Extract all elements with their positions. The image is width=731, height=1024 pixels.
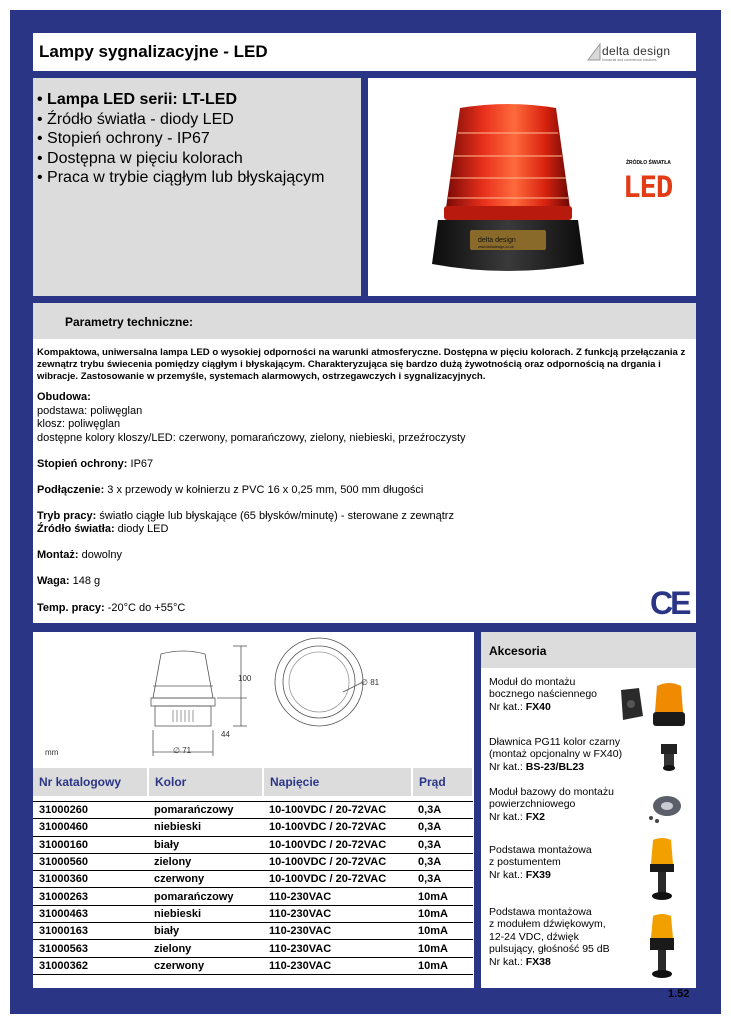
col-catalog-number: Nr katalogowy bbox=[33, 768, 148, 796]
footer-phone: tel.: 71 794 57 19 bbox=[66, 992, 161, 1006]
dimension-drawing bbox=[33, 632, 474, 766]
cell-voltage: 10-100VDC / 20-72VAC bbox=[263, 802, 412, 819]
cell-voltage: 110-230VAC bbox=[263, 888, 412, 905]
cell-current: 10mA bbox=[412, 923, 473, 940]
weight-value: 148 g bbox=[69, 575, 101, 587]
accessory-fx39: Podstawa montażowa z postumentem Nr kat.: FX39 bbox=[489, 844, 592, 881]
page-title: Lampy sygnalizacyjne - LED bbox=[39, 42, 268, 61]
cell-color: pomarańczowy bbox=[148, 888, 263, 905]
cell-color: pomarańczowy bbox=[148, 802, 263, 819]
sounder-base-icon bbox=[647, 912, 677, 980]
technical-parameters bbox=[33, 303, 696, 623]
col-voltage: Napięcie bbox=[263, 768, 412, 796]
parameters-header bbox=[33, 303, 696, 339]
cell-catalog: 31000460 bbox=[33, 819, 148, 836]
cell-current: 0,3A bbox=[412, 853, 473, 870]
cell-voltage: 10-100VDC / 20-72VAC bbox=[263, 871, 412, 888]
ip-spec bbox=[37, 458, 153, 472]
feature-item: • Stopień ochrony - IP67 bbox=[37, 130, 210, 147]
cell-color: zielony bbox=[148, 940, 263, 957]
dim-base-height: 44 bbox=[221, 730, 230, 739]
accessories-title: Akcesoria bbox=[489, 644, 547, 658]
ip-value: IP67 bbox=[127, 458, 154, 470]
cell-catalog: 31000560 bbox=[33, 853, 148, 870]
dim-diameter: ∅ 81 bbox=[361, 678, 380, 687]
housing-label: Obudowa: bbox=[37, 391, 91, 403]
wall-bracket-icon bbox=[619, 676, 689, 732]
accessory-fx40: Moduł do montażu bocznego naściennego Nr kat.: FX40 bbox=[489, 676, 598, 713]
table-row bbox=[33, 957, 473, 974]
connection-spec bbox=[37, 484, 423, 498]
cell-current: 0,3A bbox=[412, 802, 473, 819]
ip-label: Stopień ochrony: bbox=[37, 458, 128, 470]
lamp-base-site: www.deltadesign.co.uk bbox=[478, 245, 514, 249]
cell-catalog: 31000163 bbox=[33, 923, 148, 940]
dim-width: ∅ 71 bbox=[173, 746, 192, 755]
surface-base-icon bbox=[645, 794, 685, 824]
logo-wordmark: delta design bbox=[602, 44, 671, 58]
table-row bbox=[33, 802, 473, 819]
table-row bbox=[33, 871, 473, 888]
housing-line: klosz: poliwęglan bbox=[37, 418, 121, 430]
cell-current: 0,3A bbox=[412, 836, 473, 853]
cell-catalog: 31000362 bbox=[33, 957, 148, 974]
product-photo-box bbox=[368, 78, 696, 296]
catalog-table bbox=[33, 768, 474, 975]
cell-voltage: 110-230VAC bbox=[263, 940, 412, 957]
connection-label: Podłączenie: bbox=[37, 484, 105, 496]
mounting-spec bbox=[37, 549, 122, 563]
cell-catalog: 31000463 bbox=[33, 905, 148, 922]
table-row bbox=[33, 853, 473, 870]
accessory-fx38: Podstawa montażowa z modułem dźwiękowym, 12-24 VDC, dźwięk pulsujący, głośność 95 dB Nr kat.: FX38 bbox=[489, 906, 610, 968]
table-row bbox=[33, 905, 473, 922]
table-row bbox=[33, 923, 473, 940]
cell-catalog: 31000260 bbox=[33, 802, 148, 819]
cell-catalog: 31000563 bbox=[33, 940, 148, 957]
feature-list bbox=[33, 78, 361, 188]
led-badge: LED bbox=[623, 170, 673, 204]
drawing-and-table bbox=[33, 632, 474, 988]
lamp-base-label: delta design bbox=[478, 237, 516, 244]
cell-catalog: 31000360 bbox=[33, 871, 148, 888]
cell-current: 10mA bbox=[412, 940, 473, 957]
dim-unit: mm bbox=[45, 748, 59, 757]
ce-mark: CE bbox=[650, 585, 689, 621]
cell-current: 0,3A bbox=[412, 871, 473, 888]
feature-item: • Praca w trybie ciągłym lub błyskającym bbox=[37, 169, 325, 186]
accessory-cable-gland: Dławnica PG11 kolor czarny (montaż opcjonalny w FX40) Nr kat.: BS-23/BL23 bbox=[489, 736, 623, 773]
cell-catalog: 31000160 bbox=[33, 836, 148, 853]
table-header-row bbox=[33, 768, 473, 796]
mode-spec bbox=[37, 510, 454, 524]
parameters-title: Parametry techniczne: bbox=[65, 315, 194, 329]
cell-voltage: 10-100VDC / 20-72VAC bbox=[263, 819, 412, 836]
product-description: Kompaktowa, uniwersalna lampa LED o wysokiej odporności na warunki atmosferyczne. Dostępna w pięciu kolorach. Z funkcją przełączania z zewnątrz trybu świecenia pomiędzy ciągłym i błyskającym. Charakteryzująca się bardzo dużą żywotnością oraz odpornością na drgania i wibracje. Zastosowanie w przemyśle, systemach alarmowych, ostrzegawczych i sygnalizacyjnych. bbox=[37, 347, 686, 382]
housing-spec bbox=[37, 391, 466, 445]
cell-color: biały bbox=[148, 836, 263, 853]
dim-height: 100 bbox=[238, 674, 252, 683]
mode-value: światło ciągłe lub błyskające (65 błysków/minutę) - sterowane z zewnątrz bbox=[96, 510, 454, 522]
light-source-label: Źródło światła: bbox=[37, 523, 115, 535]
cell-current: 10mA bbox=[412, 888, 473, 905]
feature-item: • Źródło światła - diody LED bbox=[37, 110, 234, 128]
accessories-header bbox=[481, 632, 696, 668]
cell-current: 10mA bbox=[412, 905, 473, 922]
cell-color: niebieski bbox=[148, 905, 263, 922]
col-current: Prąd bbox=[412, 768, 473, 796]
cable-gland-icon bbox=[655, 742, 685, 772]
weight-label: Waga: bbox=[37, 575, 70, 587]
temperature-value: -20°C do +55°C bbox=[104, 602, 186, 614]
cell-current: 10mA bbox=[412, 957, 473, 974]
table-row bbox=[33, 819, 473, 836]
cell-color: czerwony bbox=[148, 871, 263, 888]
accessory-fx2: Moduł bazowy do montażu powierzchniowego Nr kat.: FX2 bbox=[489, 786, 614, 823]
mounting-label: Montaż: bbox=[37, 549, 79, 561]
cell-color: niebieski bbox=[148, 819, 263, 836]
light-source-spec bbox=[37, 523, 168, 537]
housing-line: podstawa: poliwęglan bbox=[37, 404, 143, 417]
title-bar bbox=[33, 33, 696, 71]
led-lamp-photo bbox=[398, 78, 628, 296]
cell-color: biały bbox=[148, 923, 263, 940]
temperature-label: Temp. pracy: bbox=[37, 602, 105, 614]
cell-voltage: 110-230VAC bbox=[263, 923, 412, 940]
page-number: 1.52 bbox=[668, 988, 690, 1000]
brand-logo bbox=[586, 39, 686, 65]
footer-email[interactable]: oferty@serwoautomatyka.com.pl bbox=[202, 992, 391, 1006]
cell-voltage: 110-230VAC bbox=[263, 905, 412, 922]
light-source-value: diody LED bbox=[114, 523, 169, 535]
footer-website[interactable]: www.serwoautomatyka.com.pl bbox=[446, 992, 621, 1006]
weight-spec bbox=[37, 575, 100, 589]
housing-line: dostępne kolory kloszy/LED: czerwony, pomarańczowy, zielony, niebieski, przeźroczysty bbox=[37, 431, 466, 444]
cell-voltage: 110-230VAC bbox=[263, 957, 412, 974]
accessories-panel bbox=[481, 632, 696, 988]
col-color: Kolor bbox=[148, 768, 263, 796]
connection-value: 3 x przewody w kołnierzu z PVC 16 x 0,25 mm, 500 mm długości bbox=[104, 484, 424, 496]
logo-tagline: Industrial and commercial solutions bbox=[602, 58, 657, 62]
pedestal-base-icon bbox=[647, 836, 677, 902]
cell-catalog: 31000263 bbox=[33, 888, 148, 905]
table-row bbox=[33, 836, 473, 853]
cell-voltage: 10-100VDC / 20-72VAC bbox=[263, 836, 412, 853]
feature-item: • Lampa LED serii: LT-LED bbox=[37, 91, 237, 108]
table-row bbox=[33, 888, 473, 905]
feature-list-box bbox=[33, 78, 361, 296]
temperature-spec bbox=[37, 602, 185, 616]
feature-item: • Dostępna w pięciu kolorach bbox=[37, 149, 243, 167]
cell-voltage: 10-100VDC / 20-72VAC bbox=[263, 853, 412, 870]
cell-color: czerwony bbox=[148, 957, 263, 974]
cell-current: 0,3A bbox=[412, 819, 473, 836]
cell-color: zielony bbox=[148, 853, 263, 870]
mode-label: Tryb pracy: bbox=[37, 510, 97, 522]
logo-mark-icon bbox=[586, 40, 602, 64]
mounting-value: dowolny bbox=[78, 549, 122, 561]
table-row bbox=[33, 940, 473, 957]
led-badge-caption: ŹRÓDŁO ŚWIATŁA bbox=[626, 160, 671, 166]
